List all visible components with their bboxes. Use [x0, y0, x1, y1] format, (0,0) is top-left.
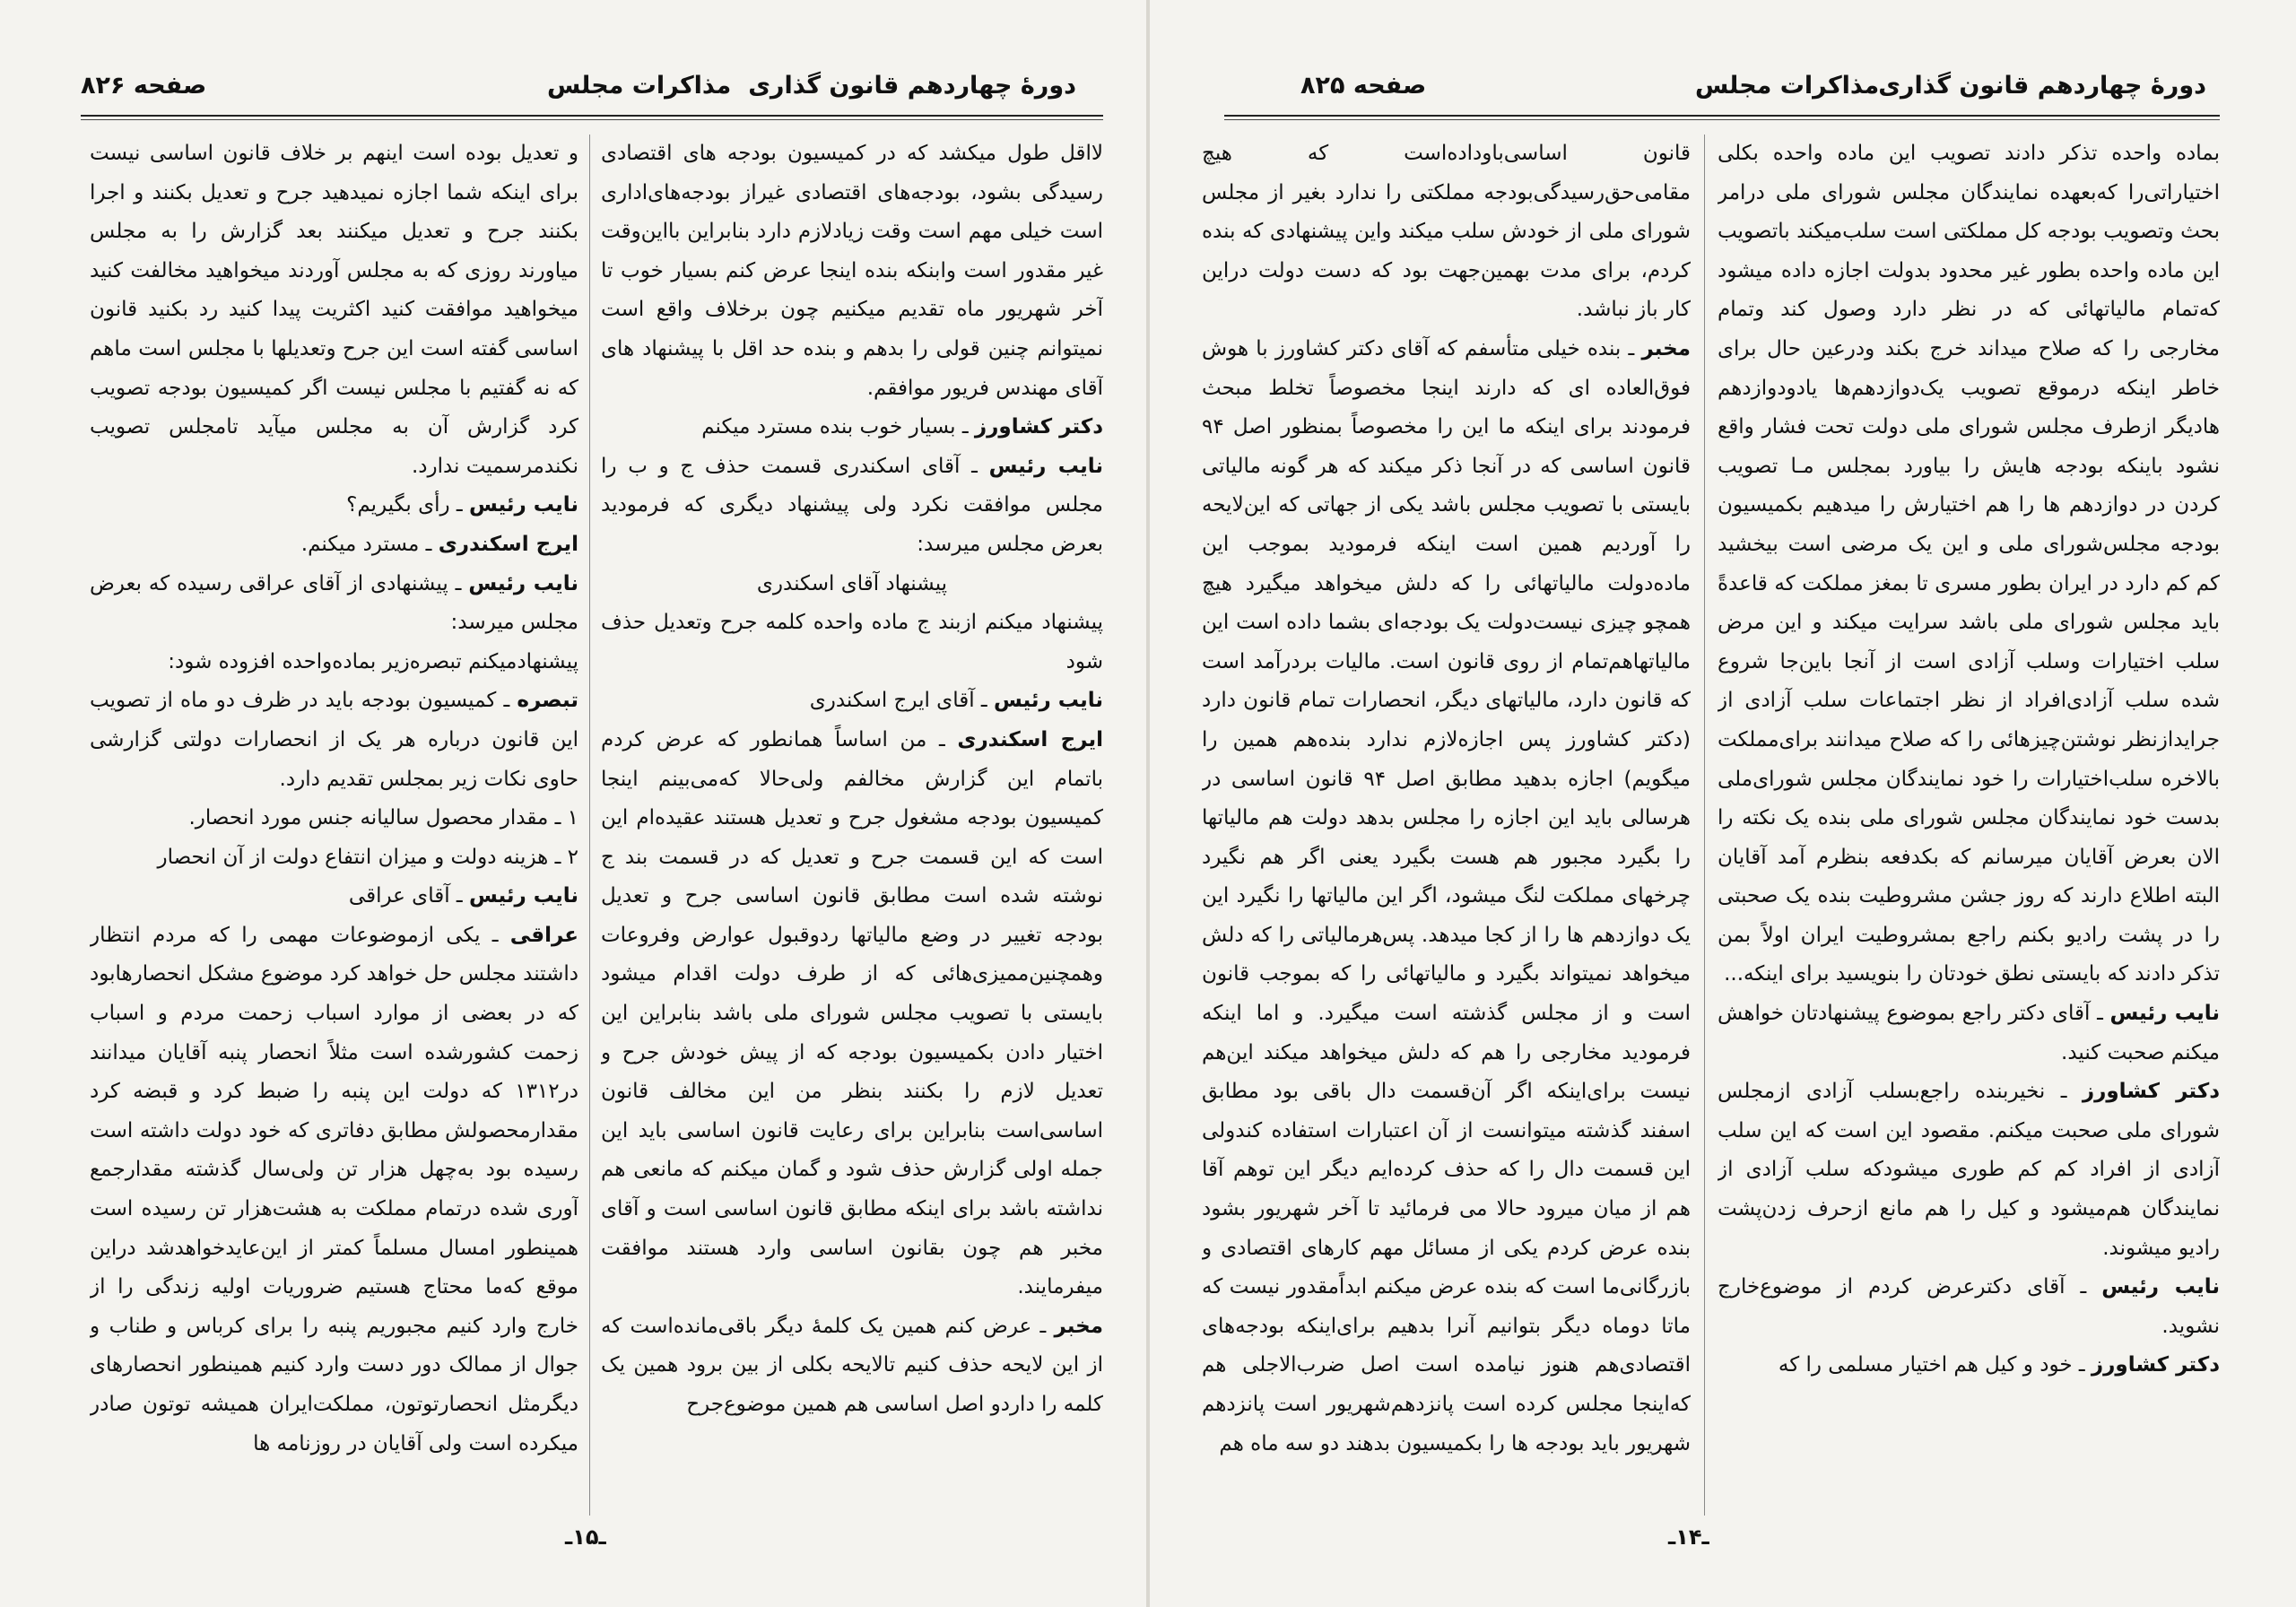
speech-text: ـ عرض کنم همین یک کلمهٔ دیگر باقی‌مانده‌است که از این لایحه حذف کنیم تالایحه بکلی از بین برود همین یک کلمه را داردو اصل اساسی هم همین موضوع‌جرح — [601, 1314, 1103, 1416]
speech-text: ـ من اساساً همانطور که عرض کردم باتمام این گزارش مخالفم ولی‌حالا که‌می‌بینم اینجا کمیسیون بودجه مشغول جرح و تعدیل هستند عقیده‌ام این است که این قسمت جرح و تعدیل که در قسمت بند ج نوشته شده است مطابق قانون اساسی جرح و تعدیل بودجه تغییر در وضع مالیاتها رد‌وقبول عوارض وفروعات وهمچنین‌ممیزی‌هائی که از طرف دولت اقدام میشود بایستی با تصویب مجلس شورای ملی باشد بنابراین این اختیار دادن بکمیسیون بودجه که از پیش خودش جرح و تعدیل لازم را بکنند بنظر من این مخالف قانون اساسی‌است بنابراین برای رعایت قانون اساسی باید این جمله اولی گزارش حذف شود و گمان میکنم که مانعی هم نداشته باشد برای اینکه مطابق قانون اساسی است و آقای مخبر هم چون بقانون اساسی وارد هستند موافقت میفرمایند. — [601, 727, 1103, 1299]
speech-text: ـ آقای دکتر راجع بموضوع پیشنهادتان خواهش میکنم صحبت کنید. — [1718, 1002, 2220, 1064]
speaker-name: ایرج اسکندری — [957, 727, 1103, 751]
text-paragraph: پیشنهادمیکنم تبصره‌زیر بماده‌واحده افزوده شود: — [168, 649, 578, 673]
page-header — [1229, 63, 2206, 117]
speaker-name: نایب رئیس — [468, 884, 578, 908]
header-rule — [81, 119, 1103, 120]
speaker-name: دکتر کشاورز — [974, 415, 1103, 439]
speech-text: ـ خود و کیل هم اختیار مسلمی را که — [1778, 1353, 2092, 1377]
text-paragraph: و تعدیل بوده است اینهم بر خلاف قانون اساسی نیست برای اینکه شما اجازه نمیدهید جرح و تعدیل بکنند و اجرا بکنند جرح و تعدیل میکنند بعد گزارش را به مجلس میاورند روزی که به مجلس آوردند میخواهید مخالفت کنید میخواهید موافقت کنید اکثریت پیدا کنید رد بکنید قانون اساسی گفته است این جرح وتعدیلها با مجلس است ماهم که نه گفتیم با مجلس نیست اگر کمیسیون بودجه تصویب کرد گزارش آن به مجلس میآید تامجلس تصویب نکند‌مرسمیت ندارد. — [90, 142, 578, 478]
speaker-name: نایب رئیس — [468, 493, 578, 517]
column-separator — [1704, 135, 1705, 1516]
speaker-name: نایب رئیس — [2101, 1275, 2220, 1299]
page-footer-number: ـ۱۵ـ — [565, 1524, 606, 1550]
speech-paragraph — [90, 565, 578, 643]
speech-text: ـ آقای عراقی — [348, 884, 469, 908]
speaker-name: مخبر — [1054, 1314, 1103, 1338]
column-left — [90, 135, 578, 1516]
page-title: مذاکرات مجلس — [1695, 72, 1880, 100]
speech-text: ـ یکی ازموضوعات مهمی را که مردم انتظار داشتند مجلس حل خواهد کرد موضوع مشکل انحصارهابود که در بعضی از موارد اسباب زحمت مردم و اسباب زحمت کشورشده است مثلاً انحصار پنبه آقایان میدانند در۱۳۱۲ که دولت این پنبه را ضبط کرد و قبضه کرد مقدارمحصولش مطابق دفاتری که خود دولت داشته است رسیده بود به‌چهل هزار تن ولی‌سال گذشته مقدارجمع آوری شده درتمام مملکت به هشت‌هزار تن رسیده است همینطور امسال مسلماً کمتر از این‌عایدخواهدشد دراین موقع که‌ما محتاج هستیم ضروریات اولیه زندگی را از خارج وارد کنیم مجبوریم پنبه را برای کرباس و طناب و جوال از ممالک دور دست وارد کنیم همینطور انحصارهای دیگرمثل انحصارتوتون، مملکت‌ایران همیشه توتون صادر میکرده است ولی آقایان در روزنامه ها — [90, 923, 578, 1455]
speech-paragraph — [1718, 1268, 2220, 1346]
speaker-name: نایب رئیس — [468, 571, 578, 595]
page-footer-number: ـ۱۴ـ — [1668, 1524, 1709, 1550]
speaker-name: نایب رئیس — [993, 689, 1103, 713]
column-separator — [589, 135, 590, 1516]
speech-paragraph — [90, 526, 578, 565]
speech-paragraph — [90, 877, 578, 916]
speech-paragraph — [90, 682, 578, 799]
speech-paragraph — [601, 721, 1103, 1307]
speech-text: ـ کمیسیون بودجه باید در ظرف دو ماه از تصویب این قانون درباره هر یک از انحصارات دولتی گزارشی حاوی نکات زیر بمجلس تقدیم دارد. — [90, 689, 578, 791]
speech-text: ـ آقای دکتر‌عرض کردم از موضوع‌خارج نشوید. — [1718, 1275, 2220, 1338]
speech-text: ـ آقای ایرج اسکندری — [809, 689, 994, 713]
speech-paragraph — [90, 916, 578, 1464]
page-header — [81, 63, 1076, 117]
page-title: مذاکرات مجلس — [547, 72, 732, 100]
speech-text: ـ نخیر‌بنده راجع‌بسلب آزادی ازمجلس شورای ملی صحبت میکنم. مقصود این است که این سلب آزادی از افراد کم کم طوری میشودکه سلب آزادی از نمایندگان هم‌میشود و کیل را هم مانع ازحرف زدن‌پشت رادیو میشوند. — [1718, 1080, 2220, 1260]
text-paragraph: لااقل طول میکشد که در کمیسیون بودجه های اقتصادی رسیدگی بشود، بودجه‌های اقتصادی غیراز بودجه‌های‌اداری است خیلی مهم است وقت زیادلازم دارد بنابراین با‌این‌وقت غیر مقدور است وابنکه بنده اینجا عرض کنم بسیار خوب تا آخر شهریور ماه تقدیم میکنیم چون برخلاف واقع است نمیتوانم چنین قولی را بدهم و بنده حد اقل با پیشنهاد های آقای مهندس فریور موافقم. — [601, 142, 1103, 400]
column-right — [601, 135, 1103, 1516]
speaker-name: ایرج اسکندری — [438, 532, 578, 556]
speech-text: ـ آقای اسکندری قسمت حذف ج و ب را مجلس موافقت نکرد ولی پیشنهاد دیگری که فرمودید بعرض مجلس میرسد: — [601, 454, 1103, 556]
speech-paragraph — [1718, 995, 2220, 1073]
speech-text: ـ مسترد میکنم. — [300, 532, 439, 556]
speech-paragraph — [90, 486, 578, 526]
text-paragraph: ۲ ـ هزینه دولت و میزان انتفاع دولت از آن انحصار — [157, 845, 578, 869]
text-paragraph: قانون اساسی‌باوداده‌است که هیچ مقامی‌حق‌رسیدگی‌بودجه مملکتی را ندارد بغیر از مجلس شورای ملی از خودش سلب میکند واین پیشنهادی که بنده کردم، برای مدت بهمین‌جهت بود که دست دولت دراین کار باز نباشد. — [1202, 142, 1691, 322]
page-number: صفحه ۸۲۶ — [81, 72, 207, 100]
header-rule — [1224, 115, 2220, 117]
speaker-name: نایب رئیس — [988, 454, 1103, 478]
right-page — [1148, 0, 2296, 1607]
header-rule — [1224, 119, 2220, 120]
speech-text: ـ پیشنهادی از آقای عراقی رسیده که بعرض مجلس میرسد: — [90, 571, 578, 635]
page-number: صفحه ۸۲۵ — [1300, 72, 1427, 100]
speech-paragraph — [601, 408, 1103, 447]
speech-paragraph — [601, 447, 1103, 565]
speech-paragraph — [1718, 1346, 2220, 1385]
speech-paragraph — [1718, 1073, 2220, 1268]
speaker-name: مخبر — [1641, 336, 1691, 360]
speaker-name: دکتر کشاورز — [2091, 1353, 2220, 1377]
series-title: دورهٔ چهاردهم قانون گذاری — [1878, 72, 2206, 100]
speech-paragraph — [1202, 330, 1691, 1464]
header-rule — [81, 115, 1103, 117]
speech-text: ـ بنده خیلی متأسفم که آقای دکتر کشاورز با هوش فوق‌العاده ای که دارند اینجا مخصوصاً تخلط مبحث فرمودند برای اینکه ما این را مخصوصاً بمنظور اصل ۹۴ قانون اساسی که در آنجا ذکر میکند که هر گونه مالیاتی بایستی با تصویب مجلس باشد یکی از جهاتی که این‌لایحه را آوردیم همین است اینکه فرمودید بموجب این ماده‌دولت مالیاتهائی را که دلش میخواهد میگیرد هیچ همچو چیزی نیست‌دولت یک بودجه‌ای بشما داده است این مالیاتهاهم‌تمام از روی قانون است. مالیات بردرآمد است که قانون دارد، مالیاتهای دیگر، انحصارات تمام قانون دارد (دکتر کشاورز پس اجازه‌لازم ندارد بنده‌هم همین را میگویم) اجازه بدهید مطابق اصل ۹۴ قانون اساسی در هرسالی باید این اجازه را مجلس بدهد دولت هم مالیاتها را بگیرد مجبور هم هست بگیرد یعنی اگر هم نگیرد چرخهای مملکت لنگ میشود، اگر این مالیاتها را نگیرد این یک دوازدهم ها را از کجا میدهد. پس‌هرمالیاتی را که دلش میخواهد نمیتواند بگیرد و مالیاتهائی را که بموجب قانون است و از مجلس گذشته است میگیرد. و اما اینکه فرمودید مخارجی را هم که دلش میخواهد میکند این‌هم نیست برای‌اینکه اگر آن‌قسمت دال باقی بود مطابق اسفند گذشته میتوانست از آن اعتبارات استفاده کندولی این قسمت دال را که حذف کرده‌ایم دیگر این توهم آقا هم از میان میرود حالا می فرمائید تا آخر شهریور بشود بنده عرض کردم یکی از مسائل مهم کارهای اقتصادی و بازرگانی‌ما است که بنده عرض میکنم ابداً‌مقدور نیست که ماتا دوماه دیگر بتوانیم آنرا بدهیم برای‌اینکه بودجه‌های اقتصادی‌هم هنوز نیامده است اصل ضرب‌الاجلی هم که‌اینجا مجلس کرده است پانزدهم‌شهریور است پانزدهم شهریور باید بودجه ها را بکمیسیون بدهند دو سه ماه هم — [1202, 336, 1691, 1455]
speech-paragraph — [601, 682, 1103, 721]
text-paragraph: پیشنهاد میکنم ازبند ج ماده واحده کلمه جرح وتعدیل حذف شود — [601, 611, 1103, 673]
speech-paragraph — [601, 1307, 1103, 1425]
speaker-name: تبصره — [517, 689, 578, 713]
column-right — [1718, 135, 2220, 1516]
speech-text: ـ بسیار خوب بنده مسترد میکنم — [701, 415, 975, 439]
speaker-name: عراقی — [509, 923, 578, 947]
text-paragraph: بماده واحده تذکر دادند تصویب این ماده واحده بکلی اختیاراتی‌را که‌بعهده نمایندگان مجلس شورای ملی در‌امر بحث وتصویب بودجه کل مملکتی است سلب‌میکند باتصویب این ماده واحده بطور غیر محدود بدولت اجازه داده میشود که‌تمام مالیاتهائی که در نظر دارد وصول کند وتمام مخارجی را که صلاح میداند خرج بکند ودرعین حال برای خاطر اینکه درموقع تصویب یک‌دوازدهم‌ها یادودوازدهم هادیگر ازطرف مجلس شورای ملی دولت تحت فشار واقع نشود باینکه بودجه هایش را بیاورد بمجلس مـا تصویب کردن در دوازدهم ها را هم اختیارش را میدهیم بکمیسیون بودجه مجلس‌شورای ملی و این یک مرضی است بیخشید کم کم دارد در ایران بطور مسری تا بمغز مملکت که قاعدةً باید مجلس شورای ملی باشد سرایت میکند و این مرض سلب اختیارات وسلب آزادی است از آنجا باین‌جا شروع شده سلب آزادی‌افراد از نظر اجتماعات سلب آزادی از جرایداز‌نظر نوشتن‌چیزهائی را که صلاح میدانند برای‌مملکت بالاخره سلب‌اختیارات را خود نمایندگان مجلس شورای‌ملی بدست خود نمایندگان مجلس شورای ملی بنده یک نکته را الان بعرض آقایان میرسانم که بکدفعه بنظرم آمد آقایان البته اطلاع دارند که روز جشن مشروطیت بنده یک صحبتی را در پشت رادیو بکنم راجع بمشروطیت ایران اولاً بمن تذکر دادند که بایستی نطق خودتان را بنویسید برای اینکه... — [1718, 142, 2220, 986]
speech-text: ـ رأی بگیریم؟ — [346, 493, 469, 517]
column-left — [1202, 135, 1691, 1516]
centered-heading: پیشنهاد آقای اسکندری — [756, 571, 948, 595]
speaker-name: دکتر کشاورز — [2082, 1080, 2220, 1104]
text-paragraph: ۱ ـ مقدار محصول سالیانه جنس مورد انحصار. — [188, 806, 578, 830]
speaker-name: نایب رئیس — [2109, 1002, 2220, 1026]
series-title: دورهٔ چهاردهم قانون گذاری — [748, 72, 1076, 100]
